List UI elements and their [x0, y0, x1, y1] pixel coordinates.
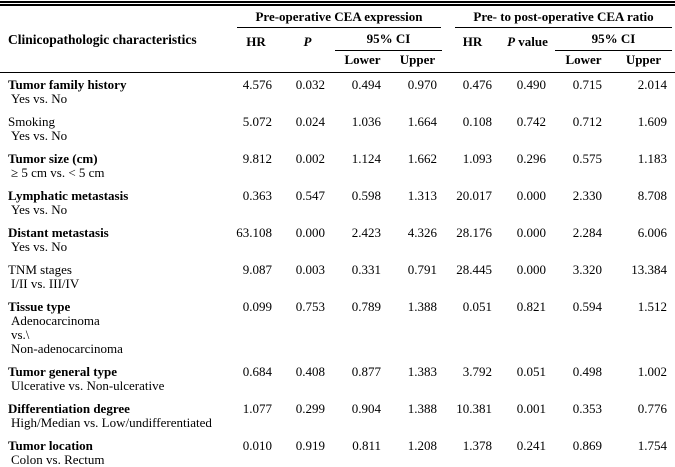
value-cell: 9.812 [242, 151, 272, 166]
row-characteristic-name: TNM stages [8, 262, 72, 277]
table-row [0, 360, 675, 397]
row-comparison-sublabel: Yes vs. No [11, 239, 68, 254]
value-cell: 4.576 [242, 77, 272, 92]
row-comparison-sublabel: vs.\ [11, 327, 30, 342]
row-characteristic-name: Smoking [8, 114, 55, 129]
value-cell: 0.742 [516, 114, 546, 129]
row-label-cell [0, 258, 232, 295]
row-label-cell [0, 397, 232, 434]
p-symbol: P [507, 33, 516, 49]
row-comparison-sublabel: Non-adenocarcinoma [11, 341, 123, 356]
spacer-cell [445, 53, 500, 73]
value-cell: 0.789 [351, 299, 381, 314]
col-header-ci-2 [555, 30, 675, 53]
value-cell: 0.970 [407, 77, 437, 92]
value-cell: 63.108 [236, 225, 272, 240]
ci-label-2: 95% CI [555, 32, 672, 51]
value-cell: 0.363 [242, 188, 272, 203]
cox-regression-table [0, 6, 675, 467]
table-row [0, 184, 675, 221]
value-cell: 0.353 [572, 401, 602, 416]
value-cell: 0.712 [572, 114, 602, 129]
value-cell: 6.006 [637, 225, 668, 240]
ci-label-1: 95% CI [335, 32, 442, 51]
value-cell: 1.662 [407, 151, 437, 166]
value-cell: 1.378 [462, 438, 492, 453]
value-cell: 1.036 [351, 114, 381, 129]
group-header-preop-label: Pre-operative CEA expression [237, 10, 441, 28]
characteristics-column-header: Clinicopathologic characteristics [0, 6, 232, 73]
value-cell: 1.093 [462, 151, 492, 166]
value-cell: 0.598 [351, 188, 381, 203]
table-row [0, 434, 675, 467]
row-characteristic-name: Tumor location [8, 438, 93, 453]
value-cell: 0.108 [462, 114, 492, 129]
value-cell: 1.002 [637, 364, 668, 379]
row-characteristic-name: Tissue type [8, 299, 71, 314]
value-cell: 5.072 [242, 114, 272, 129]
row-label-cell [0, 295, 232, 360]
table-row [0, 221, 675, 258]
value-cell: 0.547 [295, 188, 325, 203]
row-label-cell [0, 360, 232, 397]
value-cell: 1.124 [351, 151, 381, 166]
value-cell: 1.754 [637, 438, 668, 453]
row-characteristic-name: Tumor family history [8, 77, 127, 92]
table-row [0, 397, 675, 434]
p-value-word: value [515, 33, 548, 49]
value-cell: 0.051 [516, 364, 546, 379]
value-cell: 0.575 [572, 151, 602, 166]
row-label-cell [0, 147, 232, 184]
value-cell: 0.024 [295, 114, 325, 129]
col-header-hr-2: HR [462, 33, 483, 49]
table-row [0, 258, 675, 295]
header-spanner-row [0, 6, 675, 30]
col-header-pvalue-2 [500, 30, 555, 53]
value-cell: 4.326 [407, 225, 437, 240]
value-cell: 0.000 [295, 225, 325, 240]
value-cell: 0.000 [516, 262, 546, 277]
value-cell: 3.320 [572, 262, 602, 277]
row-characteristic-name: Tumor general type [8, 364, 118, 379]
col-header-upper-1: Upper [390, 53, 445, 73]
value-cell: 9.087 [242, 262, 272, 277]
value-cell: 0.715 [572, 77, 602, 92]
row-label-cell [0, 434, 232, 467]
value-cell: 13.384 [631, 262, 668, 277]
group-header-ratio [445, 6, 675, 30]
table-row [0, 147, 675, 184]
value-cell: 0.494 [351, 77, 381, 92]
row-comparison-sublabel: High/Median vs. Low/undifferentiated [11, 415, 212, 430]
row-label-cell [0, 73, 232, 111]
row-comparison-sublabel: ≥ 5 cm vs. < 5 cm [11, 165, 105, 180]
value-cell: 1.183 [637, 151, 668, 166]
row-comparison-sublabel: Yes vs. No [11, 91, 68, 106]
value-cell: 2.284 [572, 225, 602, 240]
value-cell: 1.388 [407, 299, 437, 314]
value-cell: 0.476 [462, 77, 492, 92]
value-cell: 1.077 [242, 401, 272, 416]
value-cell: 0.753 [295, 299, 325, 314]
value-cell: 8.708 [637, 188, 668, 203]
row-characteristic-name: Differentiation degree [8, 401, 130, 416]
group-header-preop [232, 6, 445, 30]
row-comparison-sublabel: Colon vs. Rectum [11, 452, 105, 467]
value-cell: 0.776 [637, 401, 668, 416]
value-cell: 0.003 [295, 262, 325, 277]
value-cell: 0.000 [516, 188, 546, 203]
row-characteristic-name: Distant metastasis [8, 225, 109, 240]
value-cell: 1.208 [407, 438, 437, 453]
value-cell: 0.869 [572, 438, 602, 453]
row-comparison-sublabel: Yes vs. No [11, 128, 68, 143]
value-cell: 2.014 [637, 77, 668, 92]
value-cell: 0.594 [572, 299, 602, 314]
row-comparison-sublabel: Ulcerative vs. Non-ulcerative [11, 378, 165, 393]
table-row [0, 295, 675, 360]
value-cell: 1.388 [407, 401, 437, 416]
value-cell: 1.609 [637, 114, 668, 129]
row-label-cell [0, 221, 232, 258]
col-header-lower-1: Lower [335, 53, 390, 73]
value-cell: 0.002 [295, 151, 325, 166]
value-cell: 0.490 [516, 77, 546, 92]
value-cell: 1.313 [407, 188, 437, 203]
col-header-upper-2: Upper [612, 53, 675, 73]
value-cell: 0.408 [295, 364, 325, 379]
row-comparison-sublabel: Yes vs. No [11, 202, 68, 217]
spacer-cell [232, 53, 280, 73]
row-label-cell [0, 110, 232, 147]
value-cell: 0.001 [516, 401, 546, 416]
row-label-cell [0, 184, 232, 221]
table-row [0, 110, 675, 147]
value-cell: 0.811 [352, 438, 381, 453]
value-cell: 10.381 [456, 401, 492, 416]
value-cell: 28.176 [456, 225, 492, 240]
col-header-lower-2: Lower [555, 53, 612, 73]
group-header-ratio-label: Pre- to post-operative CEA ratio [455, 10, 672, 28]
value-cell: 0.331 [351, 262, 381, 277]
p-symbol: P [303, 33, 312, 49]
value-cell: 0.051 [462, 299, 492, 314]
table-header [0, 6, 675, 73]
table-row [0, 73, 675, 111]
value-cell: 2.423 [351, 225, 381, 240]
table-body [0, 73, 675, 467]
col-header-ci-1 [335, 30, 445, 53]
row-characteristic-name: Tumor size (cm) [8, 151, 98, 166]
value-cell: 0.099 [242, 299, 272, 314]
value-cell: 0.000 [516, 225, 546, 240]
col-header-hr-1: HR [246, 33, 266, 49]
value-cell: 0.791 [407, 262, 437, 277]
value-cell: 0.821 [516, 299, 546, 314]
value-cell: 0.919 [295, 438, 325, 453]
row-comparison-sublabel: I/II vs. III/IV [11, 276, 80, 291]
value-cell: 0.296 [516, 151, 546, 166]
value-cell: 2.330 [572, 188, 602, 203]
col-header-p-1 [280, 30, 335, 53]
value-cell: 0.498 [572, 364, 602, 379]
value-cell: 0.032 [295, 77, 325, 92]
value-cell: 3.792 [462, 364, 492, 379]
value-cell: 0.241 [516, 438, 546, 453]
spacer-cell [500, 53, 555, 73]
value-cell: 1.383 [407, 364, 437, 379]
value-cell: 28.445 [456, 262, 492, 277]
value-cell: 1.512 [637, 299, 668, 314]
spacer-cell [280, 53, 335, 73]
value-cell: 0.010 [242, 438, 272, 453]
row-characteristic-name: Lymphatic metastasis [8, 188, 129, 203]
value-cell: 0.877 [351, 364, 381, 379]
value-cell: 0.904 [351, 401, 381, 416]
value-cell: 20.017 [456, 188, 492, 203]
value-cell: 0.299 [295, 401, 325, 416]
row-comparison-sublabel: Adenocarcinoma [11, 313, 100, 328]
value-cell: 0.684 [242, 364, 272, 379]
value-cell: 1.664 [407, 114, 437, 129]
